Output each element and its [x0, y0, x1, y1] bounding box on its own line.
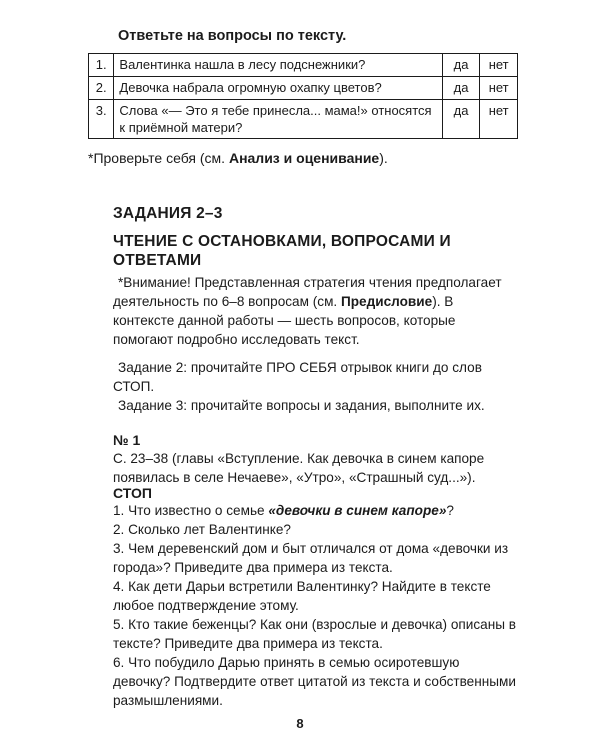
list-item	[113, 501, 518, 520]
stop-marker: СТОП	[113, 485, 152, 501]
quiz-row-number: 1.	[89, 54, 114, 77]
page-number: 8	[296, 716, 304, 731]
list-item: 3. Чем деревенский дом и быт отличался от дома «девочки из города»? Приведите два примера из текста.	[113, 541, 509, 575]
task-3-instruction: Задание 3: прочитайте вопросы и задания, выполните их.	[118, 398, 485, 413]
self-check-prefix: *Проверьте себя (см.	[88, 150, 229, 166]
answer-no[interactable]: нет	[480, 77, 518, 100]
answer-yes[interactable]: да	[442, 54, 480, 77]
task-title: ЗАДАНИЯ 2–3	[113, 205, 223, 222]
quiz-question: Валентинка нашла в лесу подснежники?	[114, 54, 442, 77]
quiz-row	[89, 54, 518, 77]
quiz-row	[89, 77, 518, 100]
quiz-table	[88, 53, 518, 139]
pages-reference: С. 23–38 (главы «Вступление. Как девочка в синем капоре появилась в селе Нечаеве», «Утро», «Страшный суд...»).	[113, 451, 485, 485]
note-text-end: ). В контексте данной работы — шесть вопросов, которые помогают подробно исследовать текст.	[113, 294, 456, 347]
list-item: 4. Как дети Дарьи встретили Валентинку? Найдите в тексте любое подтверждение этому.	[113, 579, 491, 613]
section-title: ЧТЕНИЕ С ОСТАНОВКАМИ, ВОПРОСАМИ И ОТВЕТАМИ	[113, 233, 451, 269]
attention-note	[113, 273, 513, 349]
task-2-instruction: Задание 2: прочитайте ПРО СЕБЯ отрывок книги до слов СТОП.	[113, 360, 482, 394]
answer-yes[interactable]: да	[442, 77, 480, 100]
quiz-question: Девочка набрала огромную охапку цветов?	[114, 77, 442, 100]
list-item: 2. Сколько лет Валентинке?	[113, 522, 291, 537]
quiz-row-number: 2.	[89, 77, 114, 100]
answer-no[interactable]: нет	[480, 100, 518, 139]
question-list	[113, 501, 518, 710]
list-item: 6. Что побудило Дарью принять в семью осиротевшую девочку? Подтвердите ответ цитатой из текста и собственными размышлениями.	[113, 655, 516, 708]
answer-no[interactable]: нет	[480, 54, 518, 77]
note-reference: Предисловие	[340, 294, 433, 309]
self-check-reference: Анализ и оценивание	[228, 150, 380, 166]
question-1-end: ?	[446, 503, 454, 518]
quiz-row-number: 3.	[89, 100, 114, 139]
question-1-quote: «девочки в синем капоре»	[268, 503, 447, 518]
quiz-heading: Ответьте на вопросы по тексту.	[118, 28, 347, 44]
quiz-row	[89, 100, 518, 139]
quiz-question: Слова «— Это я тебе принесла... мама!» относятся к приёмной матери?	[114, 100, 442, 139]
question-1-start: 1. Что известно о семье	[113, 503, 269, 518]
self-check-suffix: ).	[379, 150, 388, 166]
section-number: № 1	[113, 432, 141, 448]
answer-yes[interactable]: да	[442, 100, 480, 139]
list-item: 5. Кто такие беженцы? Как они (взрослые и девочка) описаны в тексте? Приведите два примера из текста.	[113, 617, 517, 651]
note-text-start: *Внимание! Представленная стратегия чтения предполагает деятельность по 6–8 вопросам (см.	[113, 275, 502, 309]
self-check-note	[88, 150, 388, 166]
